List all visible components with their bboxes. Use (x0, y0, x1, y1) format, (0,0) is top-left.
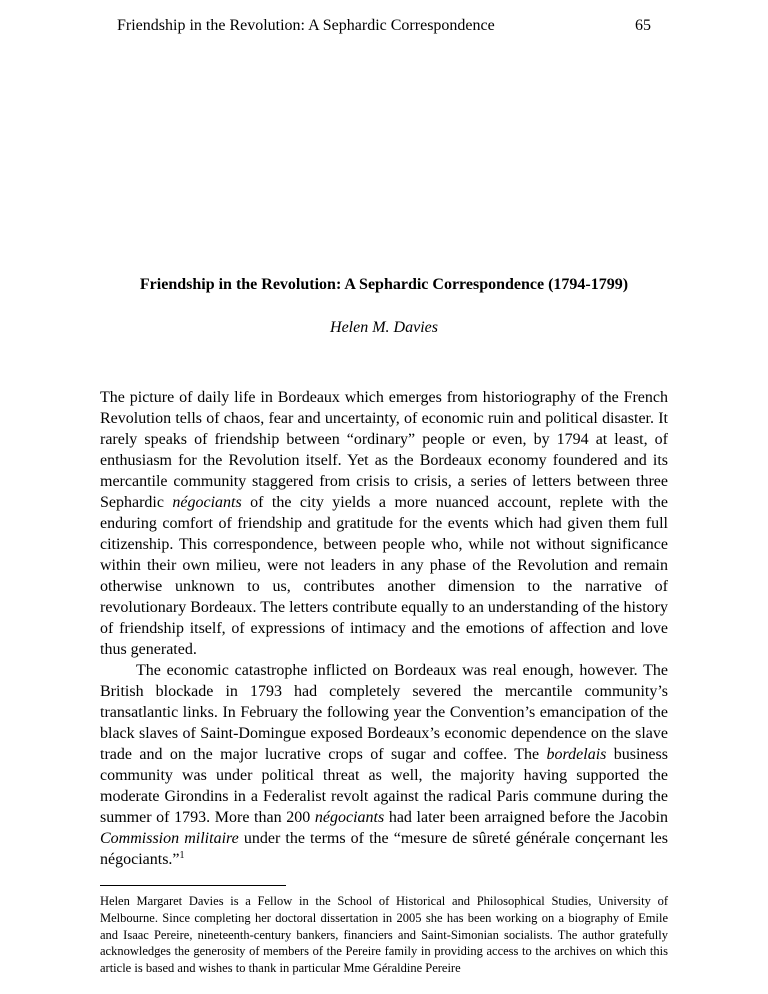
paragraph-2-italic-term-1: bordelais (546, 746, 607, 763)
paragraph-2-text-d: under the terms of the “mesure de sûreté générale conçernant les négociants.” (100, 830, 669, 868)
paragraph-2-italic-term-3: Commission militaire (100, 830, 239, 847)
paragraph-1-text-b: of the city yields a more nuanced account, replete with the enduring comfort of friendship and gratitude for the events which had given them full citizenship. This correspondence, between people who, while not without significance within their own milieu, were not leaders in any phase of the Revolution and remain otherwise unknown to us, contributes another dimension to the narrative of revolutionary Bordeaux. The letters contribute equally to an understanding of the history of friendship itself, of expressions of intimacy and the emotions of affection and love thus generated. (100, 494, 668, 658)
paragraph-2-text-c: had later been arraigned before the Jacobin (384, 809, 669, 826)
footnote-divider (100, 885, 286, 886)
paragraph-2-text-b: business community was under political threat as well, the majority having supported the moderate Girondins in a Federalist revolt against the radical Paris commune during the summer of 1793. More than 200 (100, 746, 668, 826)
paragraph-2-text-a: The economic catastrophe inflicted on Bordeaux was real enough, however. The British blockade in 1793 had completely severed the mercantile community’s transatlantic links. In February the following year the Convention’s emancipation of the black slaves of Saint-Domingue exposed Bordeaux’s economic dependence on the slave trade and on the major lucrative crops of sugar and coffee. The (100, 662, 668, 763)
author-footnote: Helen Margaret Davies is a Fellow in the School of Historical and Philosophical Studies, University of Melbourne. Since completing her doctoral dissertation in 2005 she has been working on a biography of Emile and Isaac Pereire, nineteenth-century bankers, financiers and Saint-Simonian socialists. The author gratefully acknowledges the generosity of members of the Pereire family in providing access to the archives on which this article is based and wishes to thank in particular Mme Géraldine Pereire (100, 894, 668, 976)
article-body (100, 387, 668, 870)
author-name: Helen M. Davies (330, 319, 438, 336)
paragraph-2-italic-term-2: négociants (314, 809, 385, 826)
footnote-reference[interactable]: 1 (179, 850, 185, 861)
article-title: Friendship in the Revolution: A Sephardic Correspondence (1794-1799) (139, 276, 629, 293)
paragraph-1-text-a: The picture of daily life in Bordeaux which emerges from historiography of the French Revolution tells of chaos, fear and uncertainty, of economic ruin and political disaster. It rarely speaks of friendship between “ordinary” people or even, by 1794 at least, of enthusiasm for the Revolution itself. Yet as the Bordeaux economy foundered and its mercantile community staggered from crisis to crisis, a series of letters between three Sephardic (100, 389, 668, 511)
paragraph-1-italic-term: négociants (172, 494, 242, 511)
paragraph-1 (100, 387, 668, 660)
paragraph-2 (100, 660, 668, 870)
running-title: Friendship in the Revolution: A Sephardic Correspondence (117, 17, 495, 34)
page-number: 65 (635, 17, 651, 34)
